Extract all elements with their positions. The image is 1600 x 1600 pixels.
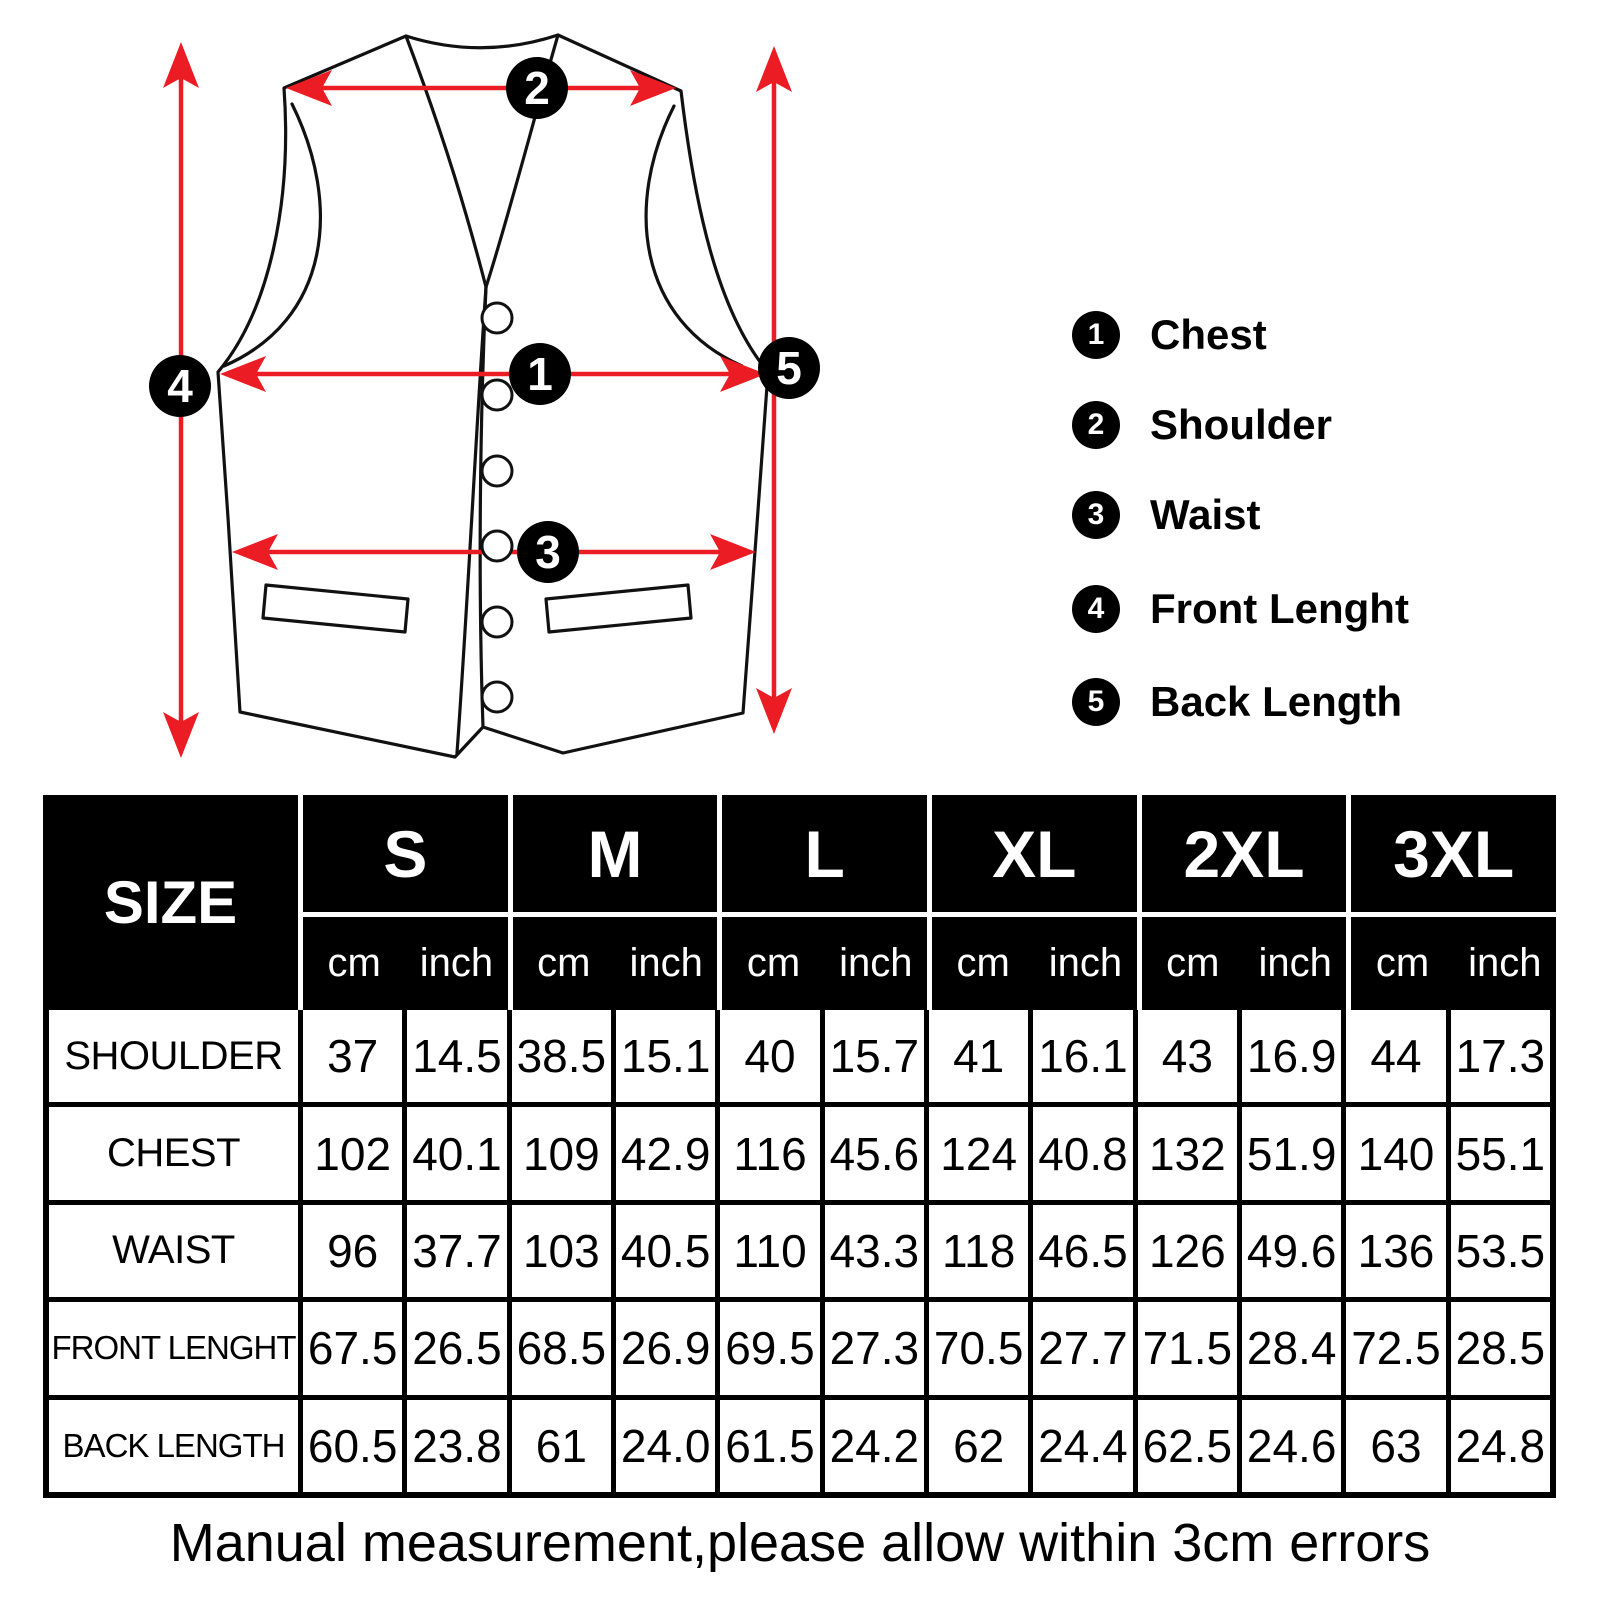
size-col-2xl: 2XL: [1142, 795, 1347, 912]
table-cell: 23.8: [407, 1400, 506, 1492]
table-cell: 43: [1138, 1010, 1237, 1102]
row-label-shoulder: SHOULDER: [49, 1010, 298, 1102]
badge-3-waist-icon: [517, 521, 579, 583]
table-cell: 42.9: [616, 1107, 715, 1199]
size-table-body: [43, 1010, 1556, 1498]
table-cell: 118: [929, 1205, 1028, 1297]
table-cell: 37.7: [407, 1205, 506, 1297]
table-cell: 55.1: [1451, 1107, 1550, 1199]
table-cell: 26.9: [616, 1302, 715, 1394]
size-col-s: S: [303, 795, 508, 912]
badge-4-front-length-icon: [149, 355, 211, 417]
table-cell: 63: [1346, 1400, 1445, 1492]
size-col-3xl: 3XL: [1351, 795, 1556, 912]
legend-label: Waist: [1150, 491, 1261, 538]
table-cell: 60.5: [303, 1400, 402, 1492]
unit-row-m: cm inch: [513, 917, 718, 1010]
badge-2-shoulder-icon: [506, 57, 568, 119]
legend-badge-3-icon: 3: [1072, 491, 1120, 539]
table-cell: 26.5: [407, 1302, 506, 1394]
size-col-m: M: [513, 795, 718, 912]
table-cell: 61.5: [720, 1400, 819, 1492]
legend-badge-5-icon: 5: [1072, 678, 1120, 726]
badge-1-chest-icon: [509, 343, 571, 405]
table-cell: 103: [512, 1205, 611, 1297]
size-table-header: [43, 795, 1556, 1010]
table-cell: 51.9: [1242, 1107, 1341, 1199]
legend-item-shoulder: [1072, 401, 1332, 449]
row-label-back-length: BACK LENGTH: [49, 1400, 298, 1492]
row-label-front-length: FRONT LENGHT: [49, 1302, 298, 1394]
table-cell: 38.5: [512, 1010, 611, 1102]
table-cell: 140: [1346, 1107, 1445, 1199]
table-cell: 15.1: [616, 1010, 715, 1102]
unit-row-s: cm inch: [303, 917, 508, 1010]
table-cell: 27.7: [1033, 1302, 1132, 1394]
legend-item-front-length: [1072, 585, 1409, 633]
unit-row-3xl: cm inch: [1351, 917, 1556, 1010]
table-cell: 49.6: [1242, 1205, 1341, 1297]
table-cell: 124: [929, 1107, 1028, 1199]
table-cell: 70.5: [929, 1302, 1028, 1394]
table-cell: 62.5: [1138, 1400, 1237, 1492]
svg-text:1: 1: [527, 348, 553, 400]
table-cell: 15.7: [825, 1010, 924, 1102]
table-cell: 116: [720, 1107, 819, 1199]
unit-row-xl: cm inch: [932, 917, 1137, 1010]
table-cell: 16.9: [1242, 1010, 1341, 1102]
table-cell: 72.5: [1346, 1302, 1445, 1394]
table-cell: 37: [303, 1010, 402, 1102]
unit-row-2xl: cm inch: [1142, 917, 1347, 1010]
row-label-waist: WAIST: [49, 1205, 298, 1297]
table-cell: 24.8: [1451, 1400, 1550, 1492]
size-col-xl: XL: [932, 795, 1137, 912]
table-cell: 45.6: [825, 1107, 924, 1199]
table-cell: 71.5: [1138, 1302, 1237, 1394]
measurement-note: Manual measurement,please allow within 3cm errors: [169, 1513, 1431, 1573]
table-cell: 40: [720, 1010, 819, 1102]
badge-5-back-length-icon: [758, 337, 820, 399]
size-col-l: L: [722, 795, 927, 912]
table-cell: 14.5: [407, 1010, 506, 1102]
table-cell: 24.2: [825, 1400, 924, 1492]
table-cell: 17.3: [1451, 1010, 1550, 1102]
table-cell: 27.3: [825, 1302, 924, 1394]
table-cell: 96: [303, 1205, 402, 1297]
size-header-cell: SIZE: [43, 795, 298, 1010]
legend-label: Front Lenght: [1150, 585, 1409, 632]
table-cell: 68.5: [512, 1302, 611, 1394]
row-label-chest: CHEST: [49, 1107, 298, 1199]
table-cell: 40.5: [616, 1205, 715, 1297]
table-cell: 110: [720, 1205, 819, 1297]
table-cell: 61: [512, 1400, 611, 1492]
legend-item-back-length: [1072, 678, 1402, 726]
table-cell: 24.4: [1033, 1400, 1132, 1492]
table-cell: 53.5: [1451, 1205, 1550, 1297]
legend-label: Chest: [1150, 311, 1267, 358]
unit-row-l: cm inch: [722, 917, 927, 1010]
table-cell: 24.6: [1242, 1400, 1341, 1492]
table-cell: 136: [1346, 1205, 1445, 1297]
table-cell: 40.8: [1033, 1107, 1132, 1199]
svg-text:3: 3: [535, 526, 561, 578]
table-cell: 132: [1138, 1107, 1237, 1199]
table-cell: 69.5: [720, 1302, 819, 1394]
table-cell: 41: [929, 1010, 1028, 1102]
table-cell: 43.3: [825, 1205, 924, 1297]
legend-item-chest: [1072, 311, 1267, 359]
table-cell: 16.1: [1033, 1010, 1132, 1102]
table-cell: 62: [929, 1400, 1028, 1492]
vest-measurement-diagram: [0, 0, 1600, 790]
table-cell: 67.5: [303, 1302, 402, 1394]
table-cell: 126: [1138, 1205, 1237, 1297]
legend-badge-1-icon: 1: [1072, 311, 1120, 359]
table-cell: 28.4: [1242, 1302, 1341, 1394]
table-cell: 24.0: [616, 1400, 715, 1492]
svg-text:5: 5: [776, 342, 802, 394]
table-cell: 46.5: [1033, 1205, 1132, 1297]
svg-text:4: 4: [167, 360, 193, 412]
table-cell: 109: [512, 1107, 611, 1199]
table-cell: 40.1: [407, 1107, 506, 1199]
table-cell: 28.5: [1451, 1302, 1550, 1394]
legend-item-waist: [1072, 491, 1260, 539]
table-cell: 102: [303, 1107, 402, 1199]
legend-badge-4-icon: 4: [1072, 585, 1120, 633]
legend-label: Back Length: [1150, 678, 1403, 725]
legend-badge-2-icon: 2: [1072, 401, 1120, 449]
svg-text:2: 2: [524, 62, 550, 114]
legend-label: Shoulder: [1150, 401, 1333, 448]
table-cell: 44: [1346, 1010, 1445, 1102]
